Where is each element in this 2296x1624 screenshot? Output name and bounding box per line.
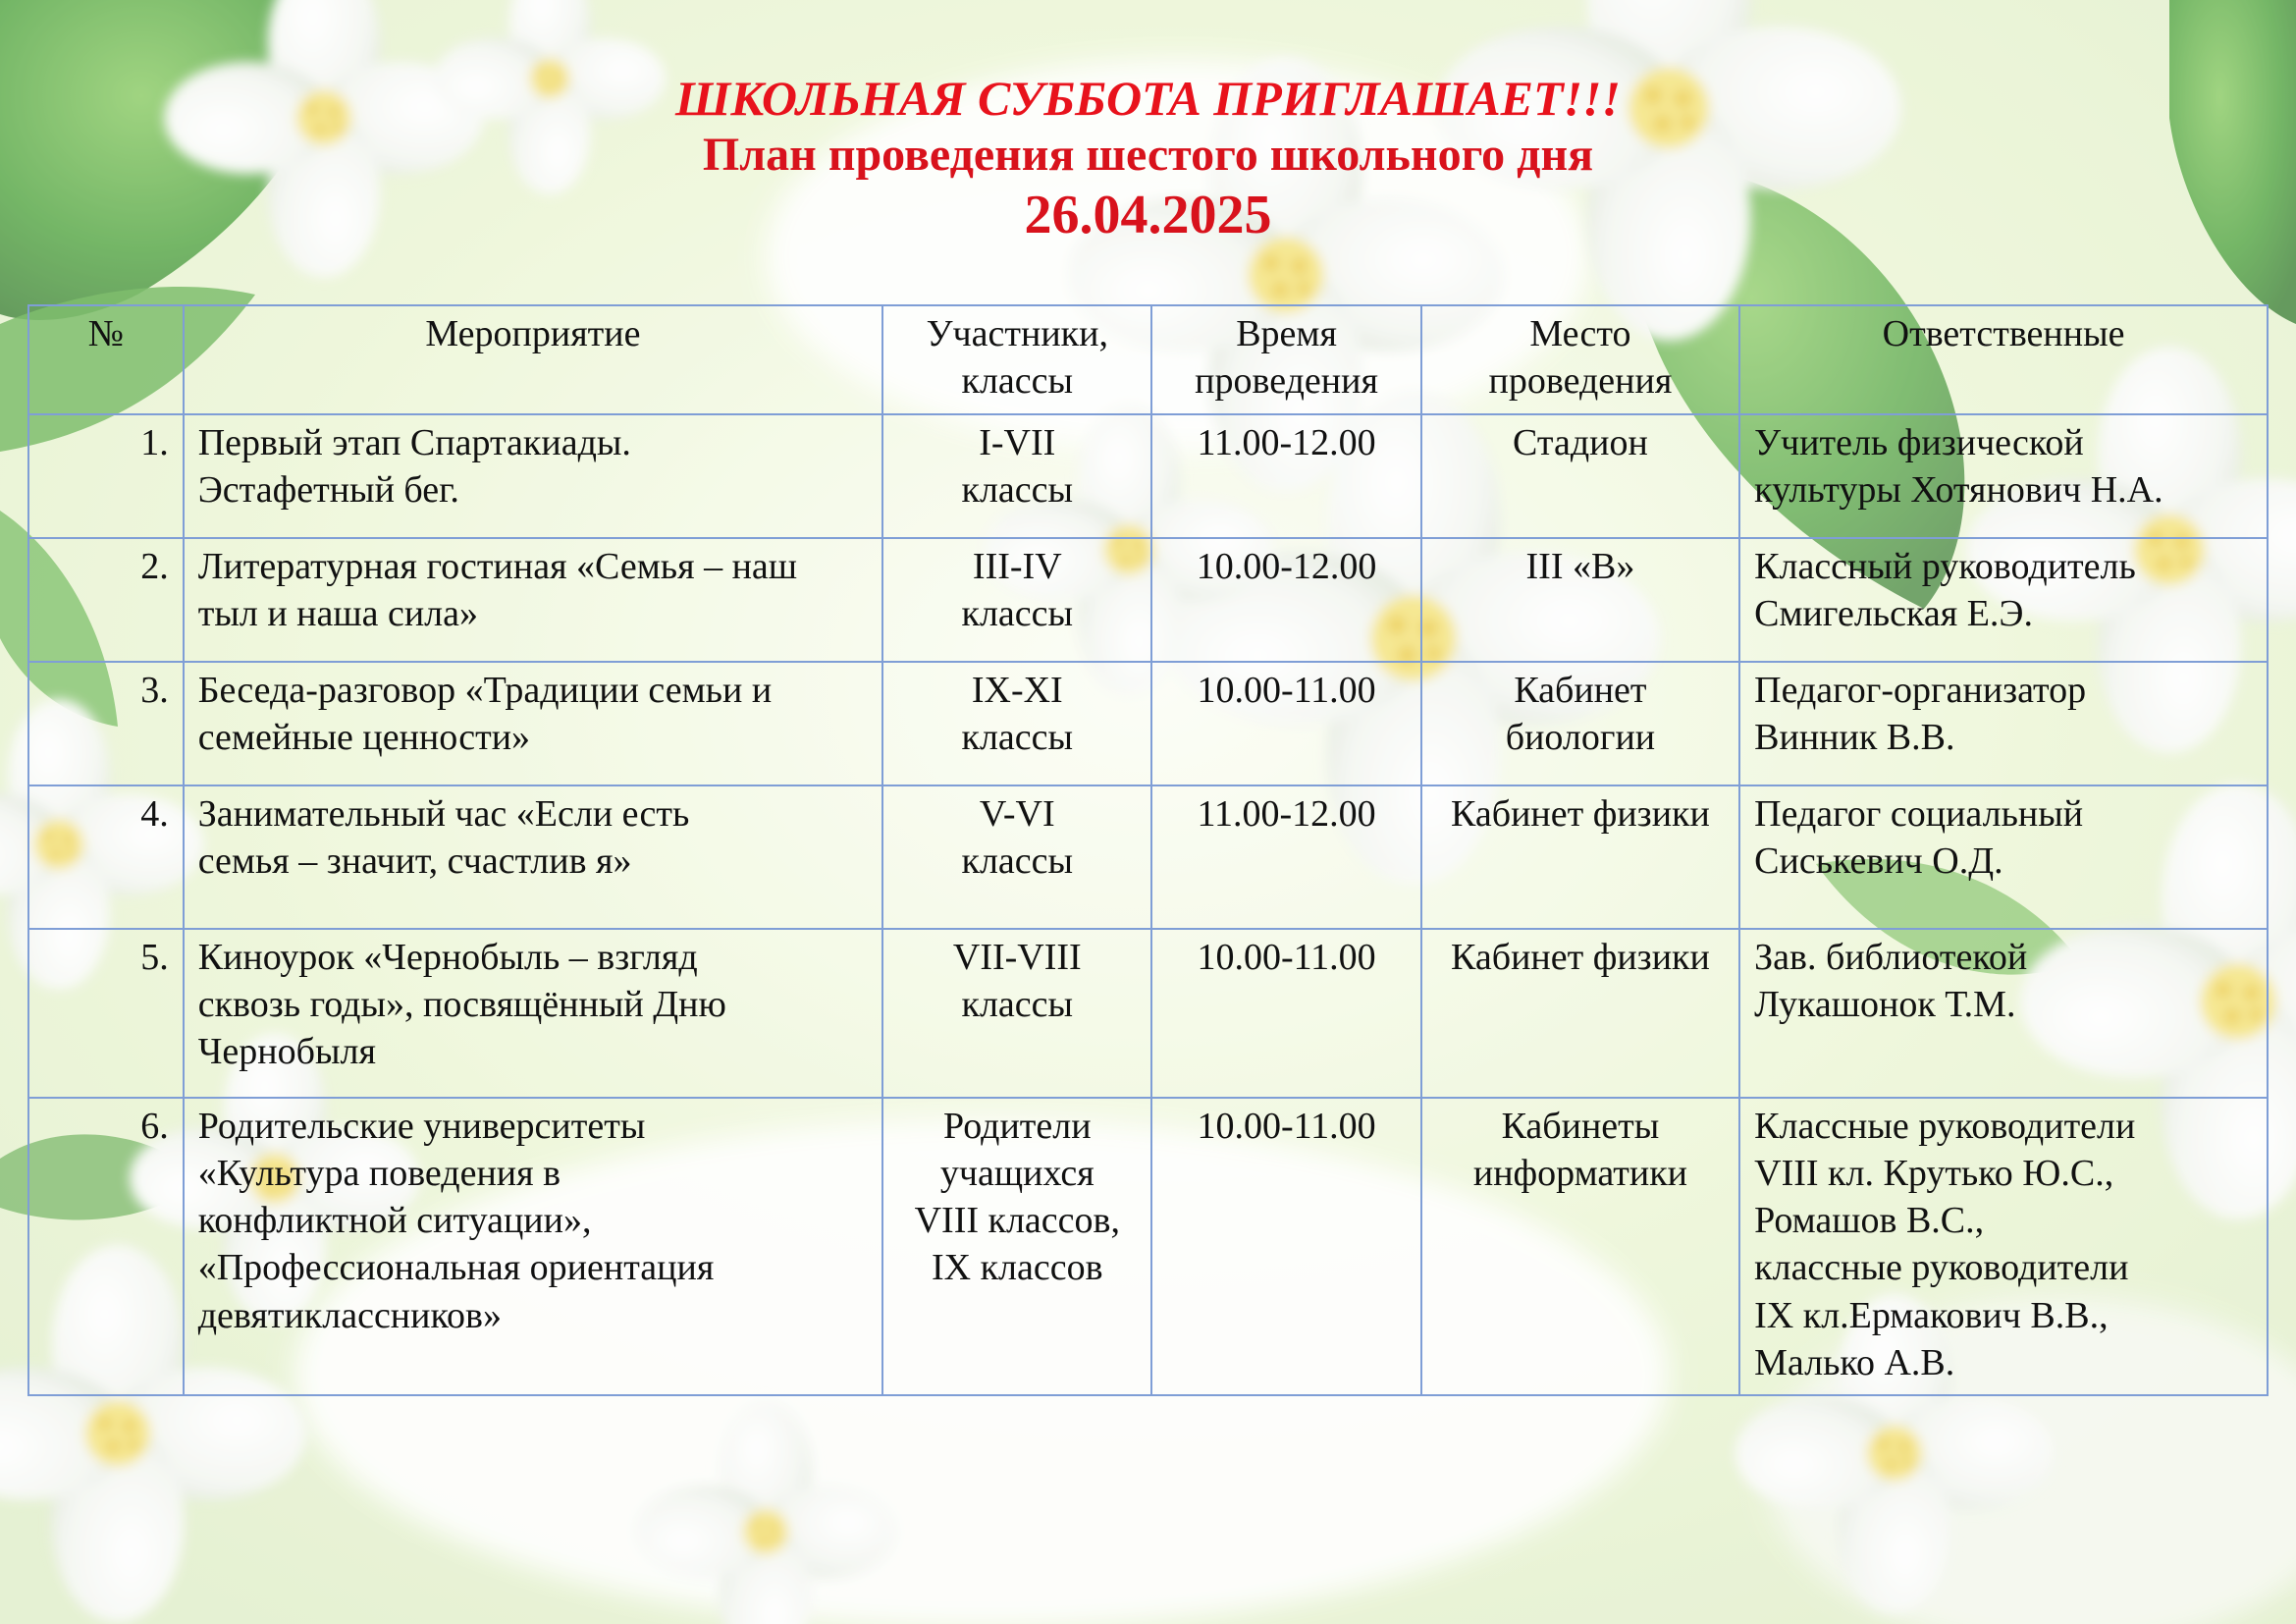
table-header-row [28, 305, 2268, 414]
column-header-participants [882, 305, 1151, 414]
column-header-time-line: проведения [1195, 360, 1378, 403]
participants-cell-line: IX-XI [971, 669, 1063, 711]
responsible-cell-line: культуры Хотянович Н.А. [1754, 468, 2163, 511]
place-cell [1421, 414, 1739, 538]
responsible-cell-line: Педагог социальный [1754, 792, 2084, 835]
place-cell-line: Кабинет [1514, 669, 1647, 711]
place-cell [1421, 929, 1739, 1098]
participants-cell [882, 1098, 1151, 1396]
responsible-cell [1739, 414, 2268, 538]
event-cell-line: Занимательный час «Если есть [197, 792, 690, 835]
event-date: 26.04.2025 [1024, 184, 1272, 245]
participants-cell-line: I-VII [979, 421, 1056, 463]
participants-cell-line: III-IV [972, 545, 1062, 587]
responsible-cell [1739, 929, 2268, 1098]
participants-cell [882, 785, 1151, 929]
column-header-participants-line: Участники, [926, 313, 1108, 354]
responsible-cell-line: Лукашонок Т.М. [1754, 983, 2016, 1025]
event-cell [184, 662, 882, 785]
column-header-participants-line: классы [961, 360, 1074, 403]
place-cell [1421, 1098, 1739, 1396]
event-cell-line: тыл и наша сила» [197, 592, 479, 634]
time-cell: 11.00-12.00 [1151, 414, 1420, 538]
participants-cell [882, 538, 1151, 662]
table-row [28, 414, 2268, 538]
responsible-cell-line: VIII кл. Крутько Ю.С., [1754, 1152, 2114, 1194]
column-header-time [1151, 305, 1420, 414]
participants-cell-line: классы [961, 983, 1074, 1025]
table-row [28, 662, 2268, 785]
participants-cell-line: V-VI [979, 792, 1055, 835]
table-row [28, 785, 2268, 929]
event-cell [184, 785, 882, 929]
event-cell-line: Первый этап Спартакиады. [197, 421, 631, 463]
responsible-cell-line: Зав. библиотекой [1754, 936, 2028, 978]
place-cell-line: Стадион [1513, 421, 1648, 463]
row-number-cell: 2. [28, 538, 184, 662]
place-cell-line: Кабинеты [1501, 1105, 1660, 1147]
page-header [0, 71, 2296, 246]
time-cell: 10.00-11.00 [1151, 929, 1420, 1098]
event-cell-line: девятиклассников» [197, 1294, 502, 1336]
event-cell-line: «Культура поведения в [197, 1152, 561, 1194]
schedule-table [27, 304, 2269, 1396]
responsible-cell-line: Винник В.В. [1754, 716, 1955, 758]
column-header-responsible: Ответственные [1739, 305, 2268, 414]
time-cell: 10.00-11.00 [1151, 1098, 1420, 1396]
event-cell-line: Чернобыля [197, 1031, 376, 1072]
column-header-place-line: Место [1529, 313, 1631, 354]
event-cell-line: «Профессиональная ориентация [197, 1247, 715, 1289]
event-cell-line: Беседа-разговор «Традиции семьи и [197, 669, 773, 711]
responsible-cell-line: IX кл.Ермакович В.В., [1754, 1294, 2109, 1336]
event-cell-line: семья – значит, счастлив я» [197, 839, 632, 882]
event-cell [184, 1098, 882, 1396]
participants-cell-line: IX классов [932, 1247, 1103, 1289]
responsible-cell-line: Классные руководители [1754, 1105, 2136, 1147]
event-cell-line: семейные ценности» [197, 716, 531, 758]
time-cell: 10.00-12.00 [1151, 538, 1420, 662]
table-row [28, 929, 2268, 1098]
event-cell-line: Эстафетный бег. [197, 468, 459, 511]
row-number-cell: 3. [28, 662, 184, 785]
event-cell-line: сквозь годы», посвящённый Дню [197, 983, 726, 1025]
event-cell [184, 414, 882, 538]
responsible-cell-line: Сиськевич О.Д. [1754, 839, 2003, 882]
place-cell-line: III «В» [1525, 545, 1635, 587]
participants-cell [882, 929, 1151, 1098]
place-cell [1421, 785, 1739, 929]
responsible-cell-line: Малько А.В. [1754, 1341, 1955, 1383]
column-header-event: Мероприятие [184, 305, 882, 414]
event-cell [184, 538, 882, 662]
participants-cell [882, 662, 1151, 785]
participants-cell-line: классы [961, 839, 1074, 882]
participants-cell-line: VIII классов, [914, 1200, 1120, 1241]
place-cell [1421, 538, 1739, 662]
place-cell-line: Кабинет физики [1451, 936, 1710, 978]
responsible-cell [1739, 662, 2268, 785]
responsible-cell [1739, 1098, 2268, 1396]
column-header-time-line: Время [1236, 313, 1337, 354]
responsible-cell [1739, 538, 2268, 662]
event-cell-line: конфликтной ситуации», [197, 1200, 592, 1241]
participants-cell-line: классы [961, 592, 1074, 634]
page-subtitle: План проведения шестого школьного дня [702, 128, 1594, 181]
participants-cell-line: классы [961, 716, 1074, 758]
participants-cell-line: учащихся [939, 1152, 1095, 1194]
participants-cell-line: Родители [943, 1105, 1092, 1147]
responsible-cell-line: Ромашов В.С., [1754, 1200, 1985, 1241]
time-cell: 11.00-12.00 [1151, 785, 1420, 929]
row-number-cell: 1. [28, 414, 184, 538]
schedule-rows [28, 414, 2268, 1396]
row-number-cell: 5. [28, 929, 184, 1098]
event-cell-line: Родительские университеты [197, 1105, 646, 1147]
place-cell-line: биологии [1505, 716, 1656, 758]
column-header-place [1421, 305, 1739, 414]
responsible-cell-line: Классный руководитель [1754, 545, 2136, 587]
event-cell [184, 929, 882, 1098]
table-row [28, 538, 2268, 662]
place-cell-line: Кабинет физики [1451, 792, 1710, 835]
column-header-place-line: проведения [1488, 360, 1673, 403]
place-cell [1421, 662, 1739, 785]
place-cell-line: информатики [1472, 1152, 1687, 1194]
row-number-cell: 6. [28, 1098, 184, 1396]
responsible-cell [1739, 785, 2268, 929]
column-header-number: № [28, 305, 184, 414]
responsible-cell-line: классные руководители [1754, 1247, 2129, 1289]
participants-cell [882, 414, 1151, 538]
page-headline: ШКОЛЬНАЯ СУББОТА ПРИГЛАШАЕТ!!! [675, 71, 1621, 126]
event-cell-line: Киноурок «Чернобыль – взгляд [197, 936, 698, 978]
responsible-cell-line: Смигельская Е.Э. [1754, 592, 2034, 634]
time-cell: 10.00-11.00 [1151, 662, 1420, 785]
event-cell-line: Литературная гостиная «Семья – наш [197, 545, 798, 587]
responsible-cell-line: Педагог-организатор [1754, 669, 2087, 711]
participants-cell-line: VII-VIII [952, 936, 1082, 978]
participants-cell-line: классы [961, 468, 1074, 511]
responsible-cell-line: Учитель физической [1754, 421, 2084, 463]
row-number-cell: 4. [28, 785, 184, 929]
table-row [28, 1098, 2268, 1396]
